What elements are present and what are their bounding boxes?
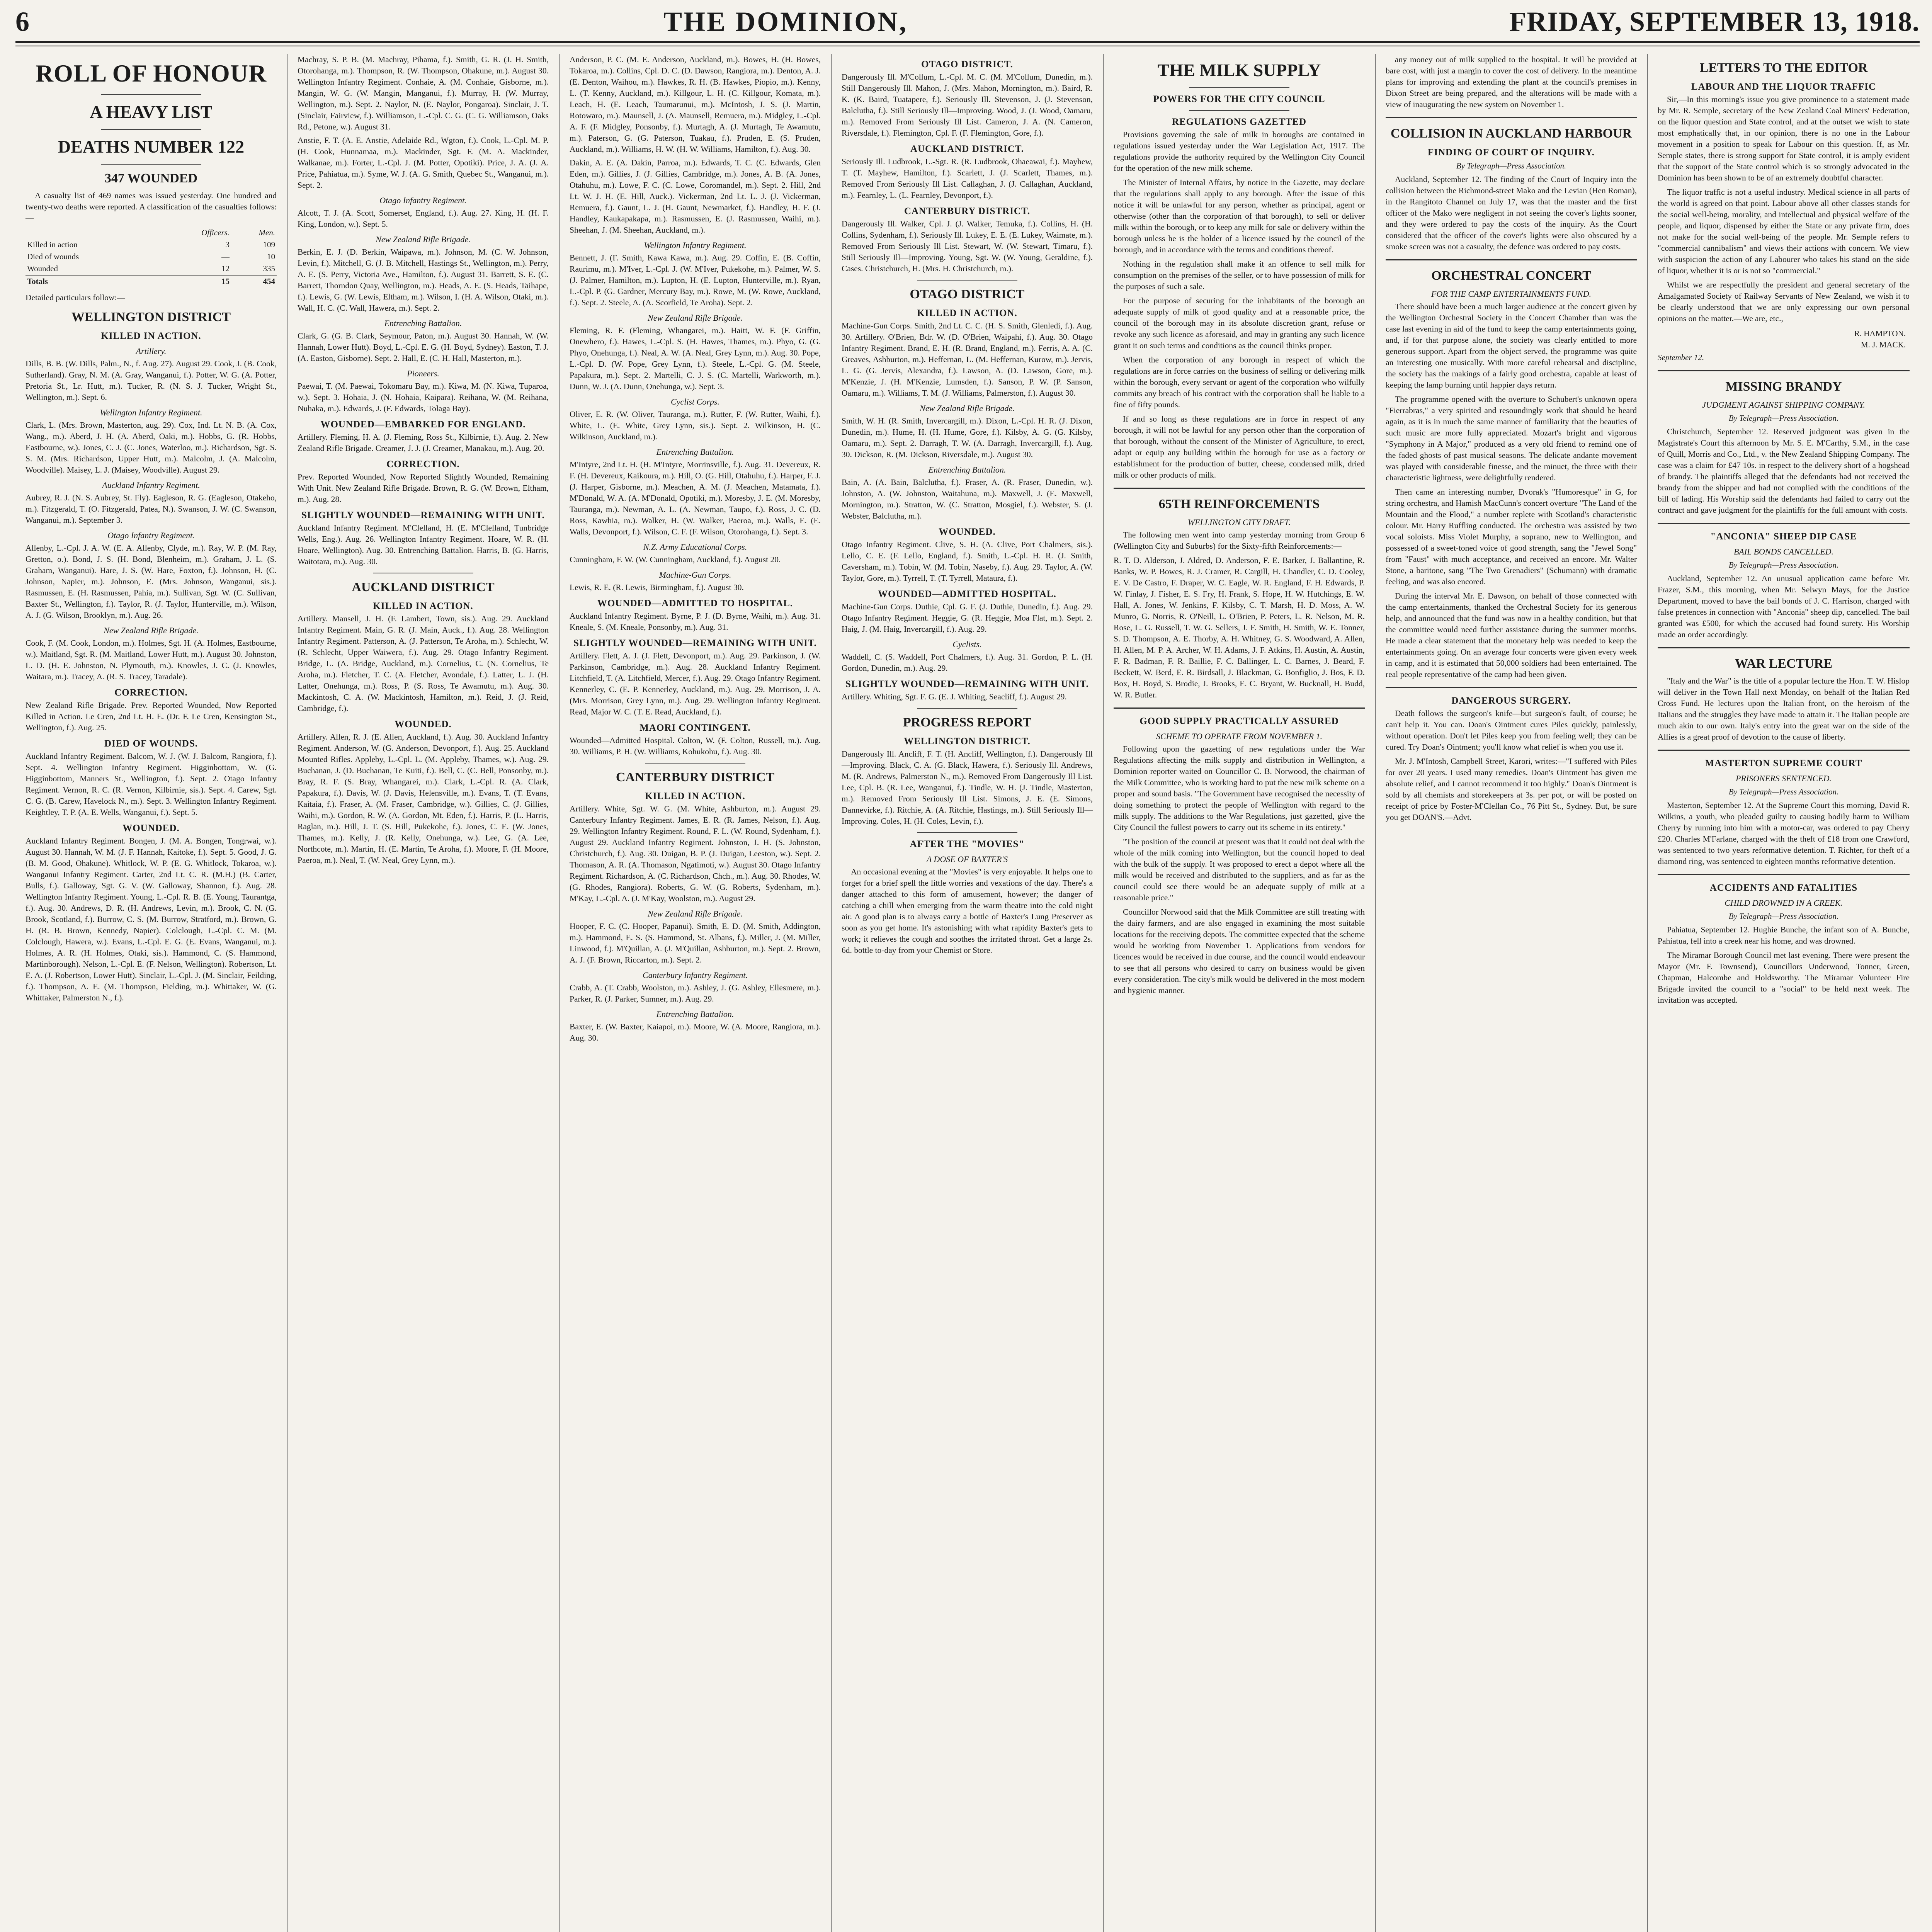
casualty-entries: M'Intyre, 2nd Lt. H. (H. M'Intyre, Morrinsville, f.). Aug. 31. Devereux, R. F. (H. Devereux, Kaikoura, m.). Hill, O. (G. Hill, Otahuhu, f.). Harper, F. J. (J. Harper, Gisborne, m.). Meachen, A. M. (J. Meachen, Matamata, f.). M'Donald, W. A. (A. M'Donald, Opotiki, m.). Moresby, J. E. (M. Moresby, Tauranga, m.). Newman, A. L. (A. Newman, Taupo, f.). Ross, J. C. (D. Ross, Kawhia, m.). Walker, H. (W. Walker, Paeroa, m.). Walls, E. (E. Walls, Devonport, f.). Wilson, C. F. (F. Wilson, Otorohanga, f.). Sept. 3. (570, 460, 821, 536)
article-paragraph: "The position of the council at present was that it could not deal with the whole of the milk coming into Wellington, but the council hoped to deal with the bulk of the supply. It was proposed to erect a depot where all the milk would be received and distributed to the suppliers, and as far as the council could see there would be an adequate supply of milk at a reasonable price." (1114, 837, 1365, 902)
article-paragraph: Auckland, September 12. The finding of the Court of Inquiry into the collision between the Richmond-street Mako and the Levian (Hen Roman), in the Rangitoto Channel on July 17, was that the master and the first officer of the Mako were negligent in not seeing the cover's lights sooner, and they were ordered to pay the costs of the inquiry. As the Court considered that the officer of the cover's lights were also obscured by a smoke screen was not a casualty, the defence was ordered to pay costs. (1386, 175, 1637, 251)
table-row-totals: Totals 15 454 (26, 275, 277, 287)
divider (1658, 523, 1910, 524)
casualty-entries: Artillery. Allen, R. J. (E. Allen, Auckland, f.). Aug. 30. Auckland Infantry Regiment. Anderson, W. (G. Anderson, Devonport, f.). Aug. 25. Auckland Mounted Rifles. Appleby, L.-Cpl. L. (M. Appleby, Thames, w.). Aug. 29. Buchanan, J. (D. Buchanan, Te Kuiti, f.). Bell, C. (C. Bell, Ponsonby, m.). Bray, R. F. (S. Bray, Whangarei, m.). Clark, L.-Cpl. R. (A. Clark, Papakura, f.). Davis, W. (J. Davis, Helensville, m.). Evans, T. (T. Evans, Kaitaia, f.). Fraser, A. (M. Fraser, Cambridge, w.). Gillies, C. (J. Gillies, Waihi, m.). Gordon, R. W. (A. Gordon, Mt. Eden, f.). Harris, P. (L. Harris, Raglan, m.). Hill, J. T. (S. Hill, Pukekohe, f.). Jones, C. E. (W. Jones, Thames, m.). Kelly, J. (R. Kelly, Onehunga, w.). Lee, G. (A. Lee, Northcote, m.). Martin, H. (E. Martin, Te Aroha, f.). Moore, F. (H. Moore, Paeroa, m.). Neal, T. (W. Neal, Grey Lynn, m.). (298, 732, 549, 865)
district-heading: AUCKLAND DISTRICT. (910, 144, 1024, 154)
unit-heading: Artillery. (136, 346, 167, 356)
section-heading: CORRECTION. (386, 459, 460, 469)
table-row: Killed in action 3 109 (27, 240, 275, 249)
casualty-entries: Hooper, F. C. (C. Hooper, Papanui). Smith, E. D. (M. Smith, Addington, m.). Hammond, E. S. (S. Hammond, St. Albans, f.). Miller, J. (M. Miller, Linwood, f.). M'Quillan, A. (J. M'Quillan, Ashburton, m.). Sept. 2. Brown, A. J. (F. Brown, Riccarton, m.). Sept. 2. (570, 922, 821, 964)
casualty-entries: Anstie, F. T. (A. E. Anstie, Adelaide Rd., Wgton, f.). Cook, L.-Cpl. M. P. (H. Cook, Hunnamaa, m.). Mackinder, Sgt. F. (M. A. Mackinder, Walkanae, m.). Forter, L.-Cpl. J. (M. Potter, Opotiki). Price, J. A. (J. A. Price, Pahiatua, m.). Syme, W. J. (A. G. Smith, Quebec St., Wanganui, m.). Sept. 2. (298, 136, 549, 190)
article-paragraph: For the purpose of securing for the inhabitants of the borough an adequate supply of milk of good quality and at a reasonable price, the council of the borough may in its absolute discretion grant, refuse or revoke any such licence as aforesaid, and may in granting any such licence grant it on such terms and conditions as the council thinks proper. (1114, 296, 1365, 350)
masthead (15, 4, 1920, 39)
column-7 (1648, 54, 1920, 1932)
article-paragraph: Whilst we are respectfully the president and general secretary of the Amalgamated Society of Railway Servants of New Zealand, we wish it to be clearly understood that we are only expressing our own personal opinions on the matter.—We are, etc., (1658, 280, 1910, 323)
article-paragraph: The Miramar Borough Council met last evening. There were present the Mayor (Mr. F. Townsend), Councillors Underwood, Tonner, Green, Chapman, Halcombe and Holdsworthy. The Miramar Volunteer Fire Brigade invited the council to a "social" to be held next week. The invitation was accepted. (1658, 951, 1910, 1005)
unit-heading: Entrenching Battalion. (656, 447, 734, 457)
article-paragraph: "Italy and the War" is the title of a popular lecture the Hon. T. W. Hislop will deliver in the Town Hall next Monday, on behalf of the Italian Red Cross Fund. He lectures upon the Italian front, on the heroism of the Italians and the struggles they have made to attain it. The Italian people are much akin to our own. Italy's entry into the great war on the side of the Allies is a great proof of devotion to the cause of liberty. (1658, 676, 1910, 742)
subheadline-deaths: DEATHS NUMBER 122 (58, 137, 245, 156)
details-line: Detailed particulars follow:— (26, 293, 125, 302)
casualty-entries: Oliver, E. R. (W. Oliver, Tauranga, m.). Rutter, F. (W. Rutter, Waihi, f.). White, L. (E. White, Grey Lynn, sis.). Sept. 2. Wilkinson, H. (C. Wilkinson, Auckland, m.). (570, 410, 821, 441)
divider (917, 280, 1017, 281)
section-heading: MAORI CONTINGENT. (639, 723, 751, 733)
page-number: 6 (15, 6, 30, 37)
subheadline: BAIL BONDS CANCELLED. (1733, 547, 1834, 556)
casualty-entries: Cook, F. (M. Cook, London, m.). Holmes, Sgt. H. (A. Holmes, Eastbourne, w.). Maitland, Sgt. R. (M. Maitland, Lower Hutt, m.). August 30. Johnston, L. D. (H. E. Johnston, N. Plymouth, m.). Knowles, J. C. (J. Knowles, Waitara, m.). Tracey, A. (R. S. Tracey, Taradale). (26, 638, 277, 681)
section-heading: SLIGHTLY WOUNDED—REMAINING WITH UNIT. (845, 679, 1089, 689)
unit-heading: Canterbury Infantry Regiment. (643, 970, 748, 980)
casualty-entries: Berkin, E. J. (D. Berkin, Waipawa, m.). Johnson, M. (C. W. Johnson, Levin, f.). Mitchell, G. (J. B. Mitchell, Hastings St., Wellington, m.). Perry, A. E. (S. Perry, Victoria Ave., Hamilton, f.). August 31. Barrett, S. E. (C. Barrett, Thorndon Quay, Wellington, m.). Heads, A. E. (S. Heads, Taihape, f.). Lewis, G. (W. Lewis, Eltham, m.). Wilson, I. (H. A. Wilson, Otaki, m.). Wall, H. C. (C. Wall, Hawera, m.). Sept. 2. (298, 247, 549, 313)
divider (1658, 647, 1910, 648)
advert-body: Death follows the surgeon's knife—but surgeon's fault, of course; he can't help it. You can. Doan's Ointment cures Piles quickly, painlessly, without operation. Don't let Piles keep you from feeling well; they can be cured. Try Doan's Ointment; you'll know what relief is when you use it. (1386, 709, 1637, 752)
byline: By Telegraph—Press Association. (1728, 912, 1839, 921)
district-heading: CANTERBURY DISTRICT. (904, 206, 1031, 216)
headline-war-lecture: WAR LECTURE (1735, 656, 1833, 671)
divider (1189, 110, 1289, 111)
unit-heading: Cyclist Corps. (671, 397, 719, 406)
casualty-intro: A casualty list of 469 names was issued yesterday. One hundred and twenty-two deaths were reported. A classification of the casualties follows:— (26, 191, 277, 223)
casualty-entries: Prev. Reported Wounded, Now Reported Slightly Wounded, Remaining With Unit. New Zealand Rifle Brigade. Brown, R. G. (W. Brown, Eltham, m.). Aug. 28. (298, 472, 549, 504)
divider (1386, 259, 1637, 260)
unit-heading: Entrenching Battalion. (384, 318, 462, 328)
unit-heading: Wellington Infantry Regiment. (100, 408, 202, 417)
casualty-entries: Lewis, R. E. (R. Lewis, Birmingham, f.). August 30. (570, 583, 744, 592)
district-heading: CANTERBURY DISTRICT (616, 770, 775, 784)
column-5 (1104, 54, 1376, 1932)
divider (101, 129, 201, 130)
casualty-entries: Alcott, T. J. (A. Scott, Somerset, England, f.). Aug. 27. King, H. (H. F. King, London, w.). Sept. 5. (298, 208, 549, 229)
subheadline: JUDGMENT AGAINST SHIPPING COMPANY. (1702, 400, 1865, 410)
column-2 (287, 54, 560, 1932)
district-heading: WELLINGTON DISTRICT (71, 310, 231, 324)
casualty-entries: Machray, S. P. B. (M. Machray, Pihama, f.). Smith, G. R. (J. H. Smith, Otorohanga, m.). Thompson, R. (W. Thompson, Ohakune, m.). August 30. Wellington Infantry Regiment. Conhaie, A. (M. Conhaie, Gisborne, m.). Mangin, W. G. (W. Mangin, Manganui, f.). Murray, H. (W. Murray, Wellington, m.). Sept. 2. Naylor, N. (E. Naylor, Pongaroa). Sinclair, J. T. (Sinclair, Fairview, f.). Williamson, L.-Cpl. C. G. (C. G. Williamson, Oaks Rd., Petone, w.). August 31. (298, 55, 549, 131)
article-paragraph: Sir,—In this morning's issue you give prominence to a statement made by Mr. R. Semple, secretary of the New Zealand Coal Miners' Federation, on the liquor question and State control, and at the outset we wish to state most emphatically that, in our opinion, there is no one in the Labour movement in a position to speak for Labour on this question. If, as Mr. Semple states, there is strong support for State control, it is amply evident that the support of the State control which is so strongly advocated in the Dominion has been shown to be of an extremely doubtful character. (1658, 95, 1910, 182)
headline-reinforcements: 65TH REINFORCEMENTS (1158, 497, 1320, 511)
unit-heading: New Zealand Rifle Brigade. (104, 626, 199, 635)
col-header-men: Men. (259, 228, 275, 237)
divider (1189, 87, 1289, 88)
casualty-entries: Clark, L. (Mrs. Brown, Masterton, aug. 29). Cox, Ind. Lt. N. B. (A. Cox, Wang., m.). Aberd, J. H. (A. Aberd, Oaki, m.). Hobbs, G. (R. Hobbs, Eastbourne, w.). Jones, C. J. (C. Jones, Waterloo, m.). Richardson, Sgt. S. S. M. (Mrs. Richardson, Upper Hutt, m.). Malcolm, J. (A. Malcolm, Woodville). Maisey, L. J. (Maisey, Woodville). August 29. (26, 420, 277, 474)
byline: By Telegraph—Press Association. (1728, 787, 1839, 796)
divider (1386, 687, 1637, 688)
newspaper-title: THE DOMINION, (663, 6, 908, 37)
headline-milk-supply: THE MILK SUPPLY (1157, 60, 1321, 80)
unit-heading: Pioneers. (407, 369, 439, 378)
article-paragraph: Masterton, September 12. At the Supreme Court this morning, David R. Wilkins, a youth, who pleaded guilty to causing bodily harm to William Cherry by running into him with a motor-car, was ordered to pay Cherry £20. Charles M'Farlane, charged with the theft of £18 from one Crawford, was sentenced to two years reformative detention. T. Richter, for theft of a diamond ring, was sentenced to eighteen months reformative detention. (1658, 801, 1910, 866)
article-columns (15, 54, 1920, 1932)
casualty-entries: Auckland Infantry Regiment. Bongen, J. (M. A. Bongen, Tongrwai, w.). August 30. Hannah, W. M. (J. F. Hannah, Kaitoke, f.). Sept. 5. Good, J. G. (B. M. Good, Ohakune). Whitlock, W. P. (E. G. Whitlock, Tokaroa, w.). Wanganui Infantry Regiment. Carter, 2nd Lt. C. R. (M.H.) (B. Carter, Bulls, f.). Galloway, Sgt. G. V. (W. Galloway, Shannon, f.). Aug. 28. Wellington Infantry Regiment. Young, L.-Cpl. R. B. (E. Young, Taurantga, f.). Aug. 30. Andrews, D. R. (H. Andrews, Levin, m.). Brook, C. N. (G. Brook, Scotland, f.). Burrow, C. S. (M. Burrow, Stratford, m.). Brown, G. H. (R. B. Brown, Kennedy, Napier). Colclough, L.-Cpl. C. M. (M. Colclough, Hawera, w.). Evans, L.-Cpl. E. G. (E. Evans, Wanganui, m.). Holmes, A. R. (H. Holmes, Otaki, sis.). Hammond, C. (S. Hammond, Martinborough). Nelson, L.-Cpl. E. (F. Nelson, Wellington). Robertson, Lt. E. A. (J. Robertson, Lower Hutt). Sinclair, L.-Cpl. J. (M. Sinclair, Feilding, f.). Thompson, A. E. (M. Thompson, Fielding, m.). Whittaker, W. (G. Whittaker, Palmerston N., f.). (26, 836, 277, 1002)
section-heading: WOUNDED—ADMITTED HOSPITAL. (878, 589, 1056, 599)
advert-headline: AFTER THE "MOVIES" (910, 839, 1025, 849)
unit-heading: New Zealand Rifle Brigade. (648, 909, 743, 918)
reinforcement-names: R. T. D. Alderson, J. Aldred, D. Anderson, F. E. Barker, J. Ballantine, R. Banks, W. P. Bowes, R. J. Cramer, R. Cargill, H. Chandler, C. D. Cooley, E. V. De Castro, F. Draper, W. C. Eagle, W. R. England, F. H. Edwards, P. W. Finlay, J. Fisher, E. S. Fry, H. Frank, S. Hope, H. W. Hutchings, E. W. Hall, A. Jones, W. Jenkins, F. Kilsby, C. T. Marsh, H. D. Moss, A. W. Munro, G. Norris, R. O'Neill, L. O'Brien, P. Peters, L. R. Nelson, M. R. Rose, L. G. Russell, T. W. G. Sellers, J. F. Smith, H. Smith, W. E. Tonner, S. D. Thompson, A. E. Thorby, A. H. Whitney, G. S. Woodward, A. Allen, H. Allen, M. P. A. Archer, W. H. Adams, J. F. Atkins, H. Austin, A. Austin, F. R. Badman, F. R. Baillie, F. C. Ballinger, L. C. Barnes, J. Beard, F. Beckett, W. Berd, E. R. Birdsall, J. Blackman, G. Bonfiglio, J. Bos, F. D. Box, H. Boyd, S. Brodie, J. Brooks, E. C. Bryant, W. Bucknall, H. Budd, W. R. Butler. (1114, 556, 1365, 699)
section-heading: KILLED IN ACTION. (373, 601, 473, 611)
unit-heading: Otago Infantry Regiment. (107, 531, 195, 540)
unit-heading: Cyclists. (952, 639, 982, 649)
article-paragraph: Auckland, September 12. An unusual application came before Mr. Frazer, S.M., this morning, when Mr. Selwyn Mays, for the Justice Department, moved to have the bail bonds of J. C. Harrison, charged with false pretences in connection with "Anconia" sheep dip, cancelled. The bail granted was £500, for which the accused had found surety. His Worship made an order accordingly. (1658, 574, 1910, 639)
subheadline: FINDING OF COURT OF INQUIRY. (1427, 147, 1595, 158)
casualty-entries: Auckland Infantry Regiment. Byrne, P. J. (D. Byrne, Waihi, m.). Aug. 31. Kneale, S. (M. Kneale, Ponsonby, m.). Aug. 31. (570, 611, 821, 632)
casualty-entries: New Zealand Rifle Brigade. Prev. Reported Wounded, Now Reported Killed in Action. Le Cren, 2nd Lt. H. E. (Dr. F. Le Cren, Kensington St., Wellington, f.). Aug. 25. (26, 701, 277, 732)
casualty-entries: Dills, B. B. (W. Dills, Palm., N., f. Aug. 27). August 29. Cook, J. (B. Cook, Sutherland). Gray, N. M. (A. Gray, Wanganui, f.). Potter, W. G. (A. Potter, Pretoria St., Lr. Hutt, m.). Tucker, R. (N. S. J. Tucker, Wright St., Wellington, m.). Sept. 6. (26, 359, 277, 402)
subheadline: PRISONERS SENTENCED. (1735, 774, 1832, 783)
unit-heading: New Zealand Rifle Brigade. (648, 313, 743, 323)
section-heading: CORRECTION. (114, 687, 188, 698)
byline: By Telegraph—Press Association. (1728, 413, 1839, 423)
article-paragraph: Christchurch, September 12. Reserved judgment was given in the Magistrate's Court this afternoon by Mr. S. E. M'Carthy, S.M., in the case of Quill, Morris and Co., Ltd., v. the New Zealand Shipping Company. The case was a claim for £47 10s. in respect to the delivery short of a hogshead of brandy. The plaintiffs alleged that the defendants had not received the brandy from the shipper and had not complied with the conditions of the bill of lading. His Worship said the defendants had failed to carry out the contract and gave judgment for the plaintiffs for the full amount with costs. (1658, 427, 1910, 515)
casualty-entries: Artillery. Whiting, Sgt. F. G. (E. J. Whiting, Seacliff, f.). August 29. (842, 692, 1067, 701)
casualty-entries: Artillery. Fleming, H. A. (J. Fleming, Ross St., Kilbirnie, f.). Aug. 2. New Zealand Rifle Brigade. Creamer, J. J. (J. Creamer, Manakau, m.). Aug. 20. (298, 432, 549, 453)
casualty-entries: Waddell, C. (S. Waddell, Port Chalmers, f.). Aug. 31. Gordon, P. L. (H. Gordon, Dunedin, m.). Aug. 29. (842, 652, 1093, 673)
article-paragraph: Nothing in the regulation shall make it an offence to sell milk for consumption on the premises of the seller, or to have possession of milk for the purposes of such a sale. (1114, 259, 1365, 291)
divider (645, 763, 745, 764)
headline-progress-report: PROGRESS REPORT (903, 715, 1032, 730)
article-paragraph: The Minister of Internal Affairs, by notice in the Gazette, may declare that the regulations shall apply to any borough. After the issue of this notice it will be unlawful for any person, whether as principal, agent or otherwise (other than the corporation of that borough), to sell or deliver milk within the borough, or to keep any milk for sale or delivery within the borough unless he is the holder of a licence issued by the council of the borough, and in accordance with the terms and conditions thereof. (1114, 178, 1365, 254)
article-paragraph: Provisions governing the sale of milk in boroughs are contained in regulations issued yesterday under the War Legislation Act, 1917. The regulations provide the authority required by the Wellington City Council for the operation of the new milk scheme. (1114, 130, 1365, 173)
unit-heading: N.Z. Army Educational Corps. (643, 542, 747, 552)
casualty-entries: Fleming, R. F. (Fleming, Whangarei, m.). Haitt, W. F. (F. Griffin, Onewhero, f.). Hawes, L.-Cpl. S. (H. Hawes, Thames, m.). Phyo, G. (G. Phyo, Onehunga, f.). Neal, A. W. (A. Neal, Grey Lynn, m.). Aug. 30. Pope, L.-Cpl. D. (W. Pope, Grey Lynn, f.). Steele, L.-Cpl. G. (M. Steele, Papakura, m.). Sept. 2. Martelli, C. J. S. (C. Martelli, Warkworth, m.). Dunn, W. J. (A. Dunn, Onehunga, w.). Sept. 3. (570, 326, 821, 391)
district-heading: AUCKLAND DISTRICT (352, 580, 495, 594)
subheadline: FOR THE CAMP ENTERTAINMENTS FUND. (1431, 289, 1592, 299)
advert-headline: DANGEROUS SURGERY. (1451, 696, 1571, 706)
casualty-entries: Artillery. White, Sgt. W. G. (M. White, Ashburton, m.). August 29. Canterbury Infantry Regiment. James, E. R. (R. James, Nelson, f.). Aug. 29. Wellington Infantry Regiment. Round, F. L. (W. Round, Sydenham, f.). August 29. Auckland Infantry Regiment. Johnston, J. H. (S. Johnston, Christchurch, f.). Aug. 30. Duigan, B. P. (J. Duigan, Leeston, w.). Sept. 2. Thomason, A. R. (A. Thomason, Ngatimoti, w.). August 30. Otago Infantry Regiment. Richardson, A. (C. Richardson, Chch., m.). Aug. 30. Rhodes, W. (G. Rhodes, Rangiora). Roberts, G. W. (G. Roberts, Sydenham, m.). M'Kay, L.-Cpl. A. (J. M'Kay, Woolston, m.). August 29. (570, 804, 821, 903)
subheadline: CHILD DROWNED IN A CREEK. (1725, 898, 1843, 908)
column-6 (1376, 54, 1648, 1932)
casualty-entries: Seriously Ill. Ludbrook, L.-Sgt. R. (R. Ludbrook, Ohaeawai, f.). Mayhew, T. (T. Mayhew, Hamilton, f.). Scarlett, J. (J. Scarlett, Thames, m.). Removed From Seriously Ill List. Callaghan, J. (J. Callaghan, Auckland, m.). Fearnley, L. (L. Fearnley, Devonport, f.). (842, 157, 1093, 200)
column-3 (560, 54, 832, 1932)
article-paragraph: Then came an interesting number, Dvorak's "Humoresque" in G, for string orchestra, and Hamish MacCunn's concert overture "The Land of the Mountain and the Flood," a number replete with Scotland's characteristic colour. Mr. Harry Ruffling conducted. The orchestra was assisted by two vocal soloists. Miss Violet Murphy, a soprano, new to Wellington, and possessed of a sweet-toned voice of good strength, sang the "Jewel Song" from "Faust" with much acceptance, and received an encore. Mr. Walter Stone, a baritone, sang "The Two Grenadiers" (Schumann) with dramatic feeling, and was also encored. (1386, 487, 1637, 586)
casualty-entries: Dangerously Ill. Ancliff, F. T. (H. Ancliff, Wellington, f.). Dangerously Ill—Improving. Black, C. A. (G. Black, Hawera, f.). Seriously Ill. Andrews, M. (R. Andrews, Palmerston N., m.). Removed From Dangerously Ill List. Lee, Cpl. B. (R. Lee, Wanganui, f.). Tindle, W. H. (J. Tindle, Masterton, m.). Removed From Seriously Ill List. Simons, J. E. (E. Simons, Dannevirke, f.). Ritchie, A. (A. Ritchie, Hastings, m.). Still Seriously Ill—Improving. Coles, H. (H. Coles, Levin, f.). (842, 749, 1093, 826)
letter-date: September 12. (1658, 353, 1704, 362)
casualty-entries: Smith, W. H. (R. Smith, Invercargill, m.). Dixon, L.-Cpl. H. R. (J. Dixon, Dunedin, m.). Hume, H. (H. Hume, Gore, f.). Kilsby, A. G. (G. Kilsby, Oamaru, m.). Sept. 2. Darragh, T. W. (A. Darragh, Invercargill, f.). Aug. 30. Dickson, R. (M. Dickson, Riversdale, m.). August 30. (842, 416, 1093, 459)
headline-good-supply: GOOD SUPPLY PRACTICALLY ASSURED (1139, 716, 1339, 726)
article-paragraph: Councillor Norwood said that the Milk Committee are still treating with the dairy farmers, and are also engaged in examining the most suitable locations for the receiving depots. The committee expected that the scheme would be working from November 1. Applications from vendors for licences would be received in due course, and the council would endeavour to see that all persons who desired to carry on business would be given every consideration. The city's milk would be delivered in the most modern and hygienic manner. (1114, 907, 1365, 995)
section-heading: SLIGHTLY WOUNDED—REMAINING WITH UNIT. (573, 638, 817, 648)
subheadline: WELLINGTON CITY DRAFT. (1187, 517, 1291, 527)
advert-body: Mr. J. M'Intosh, Campbell Street, Karori, writes:—"I suffered with Piles for over 20 years. I used many remedies. Doan's Ointment has given me absolute relief, and I cannot recommend it too highly." Doan's Ointment is sold by all chemists and storekeepers at 3s. per pot, or will be posted on receipt of price by Foster-M'Clellan Co., 76 Pitt St., Sydney. But, be sure you get DOAN'S.—Advt. (1386, 757, 1637, 822)
casualty-entries: Wounded—Admitted Hospital. Colton, W. (F. Colton, Russell, m.). Aug. 30. Williams, P. H. (W. Williams, Kohukohu, f.). Aug. 30. (570, 736, 821, 756)
section-heading: SLIGHTLY WOUNDED—REMAINING WITH UNIT. (301, 510, 545, 520)
section-heading: DIED OF WOUNDS. (104, 738, 198, 749)
article-paragraph: Following upon the gazetting of new regulations under the War Regulations affecting the milk supply and distribution in Wellington, a Dominion reporter waited on Councillor C. B. Norwood, the chairman of the Milk Committee, who is working hard to put the new milk scheme on a proper and sound basis. "The Government have recognised the necessity of doing something to protect the people of Wellington with regard to the milk supply. The additions to the War Regulations, just gazetted, give the City Council the fullest powers to carry out its scheme in its entirety." (1114, 744, 1365, 832)
casualty-entries: Paewai, T. (M. Paewai, Tokomaru Bay, m.). Kiwa, M. (N. Kiwa, Tuparoa, w.). Sept. 3. Hohaia, J. (N. Hohaia, Kaipara). Reihana, W. (M. Reihana, Nuhaka, m.). Edwards, J. (F. Edwards, Tolaga Bay). (298, 381, 549, 413)
table-row: Wounded 12 335 (27, 264, 275, 273)
article-paragraph: When the corporation of any borough in respect of which the regulations are in force carries on the business of selling or delivering milk within the borough, every servant or agent of the corporation who wilfully commits any breach of his contract with the corporation shall be liable to a fine of fifty pounds. (1114, 355, 1365, 409)
table-row: Died of wounds — 10 (27, 252, 275, 261)
headline-roll-of-honour: ROLL OF HONOUR (35, 60, 267, 87)
casualty-summary-table (26, 227, 277, 287)
divider (1658, 750, 1910, 751)
casualty-entries: Allenby, L.-Cpl. J. A. W. (E. A. Allenby, Clyde, m.). Ray, W. P. (M. Ray, Gretton, o.). Bond, J. S. (H. Bond, Blenheim, m.). Graham, J. L. (S. Graham, Wanganui). Hare, J. S. (W. Hare, Foxton, f.). Johnson, H. (C. Johnson, Napier, m.). Johnson, E. (Mrs. Johnson, Wanganui, sis.). Rasmussen, E. (H. Rasmussen, Pahia, m.). Sullivan, Sgt. W. (C. Sullivan, Baxter St., Wellington, f.). Taylor, R. (J. Taylor, Hunterville, m.). Wilson, A. J. (G. Wilson, Brooklyn, m.). Aug. 26. (26, 543, 277, 620)
subheadline: LABOUR AND THE LIQUOR TRAFFIC (1691, 82, 1876, 92)
byline: By Telegraph—Press Association. (1456, 161, 1566, 170)
unit-heading: Wellington Infantry Regiment. (644, 240, 747, 250)
casualty-entries: Auckland Infantry Regiment. M'Clelland, H. (E. M'Clelland, Tunbridge Wells, Eng.). Aug. 26. Wellington Infantry Regiment. Hoare, W. R. (H. Hoare, Wellington). Aug. 30. Entrenching Battalion. Harris, B. (G. Harris, Waitotara, m.). Aug. 30. (298, 523, 549, 566)
unit-heading: New Zealand Rifle Brigade. (376, 235, 471, 244)
casualty-entries: Auckland Infantry Regiment. Balcom, W. J. (W. J. Balcom, Rangiora, f.). Sept. 4. Wellington Infantry Regiment. Higginbottom, W. (G. Higginbottom, Manners St., Wellington, f.). Sept. 2. Otago Infantry Regiment. Vernon, R. C. (R. Vernon, Kilbirnie, sis.). Sept. 4. Carew, Sgt. C. G. (B. Carew, Havelock N., m.). Sept. 3. Wellington Infantry Regiment. Keightley, T. P. (A. E. Wells, Wanganui, f.). Sept. 5. (26, 752, 277, 817)
casualty-entries: Anderson, P. C. (M. E. Anderson, Auckland, m.). Bowes, H. (H. Bowes, Tokaroa, m.). Collins, Cpl. D. C. (D. Dawson, Rangiora, m.). Denton, A. J. (E. Denton, Waihou, m.). Hawkes, R. H. (B. Hawkes, Piopio, m.). Kenny, L. (T. Kenny, Auckland, m.). Killgour, L. H. (C. Killgour, Komata, m.). Leach, H. (E. Leach, Taumarunui, m.). McIntosh, J. S. (J. Martin, Rotowaro, m.). Maunsell, J. (A. Maunsell, Remuera, m.). Midgley, L.-Cpl. A. F. (F. Midgley, Ponsonby, f.). Murtagh, A. (J. Murtagh, Te Awamutu, m.). Paterson, G. (G. Paterson, Tuakau, f.). Pruden, E. (S. Pruden, Auckland, m.). Williams, H. W. (H. W. Williams, Hamilton, f.). Aug. 30. (570, 55, 821, 154)
unit-heading: Auckland Infantry Regiment. (102, 480, 200, 490)
casualty-entries: Machine-Gun Corps. Smith, 2nd Lt. C. C. (H. S. Smith, Glenledi, f.). Aug. 30. Artillery. O'Brien, Bdr. W. (D. O'Brien, Waipahi, f.). Aug. 30. Otago Infantry Regiment. Brand, E. H. (R. Brand, England, m.). Ferris, A. A. (C. Greaves, Ashburton, m.). Heffernan, L. (M. Heffernan, Kurow, m.). Jervis, L. G. (G. Jervis, Alexandra, f.). Lawson, A. (D. Lawson, Gore, m.). M'Kenzie, J. (H. M'Kenzie, Lumsden, f.). Sanson, P. W. (P. Sanson, Oamaru, m.). Williams, T. M. (J. Williams, Palmerston, f.). August 30. (842, 321, 1093, 398)
casualty-entries: Dangerously Ill. M'Collum, L.-Cpl. M. C. (M. M'Collum, Dunedin, m.). Still Dangerously Ill. Mahon, J. (Mrs. Mahon, Mornington, m.). Baird, R. K. (K. Baird, Tuatapere, f.). Seriously Ill. Stevenson, J. (J. Stevenson, Balclutha, f.). Still Seriously Ill—Improving. Wood, J. (J. Wood, Oamaru, m.). Removed From Seriously Ill List. Cameron, J. A. (N. Cameron, Riversdale, f.). Flemington, Cpl. F. (F. Flemington, Gore, f.). (842, 72, 1093, 138)
section-heading: WOUNDED—EMBARKED FOR ENGLAND. (320, 419, 526, 430)
headline-missing-brandy: MISSING BRANDY (1725, 379, 1842, 394)
casualty-entries: Clark, G. (G. B. Clark, Seymour, Paton, m.). August 30. Hannah, W. (W. Hannah, Lower Hutt). Boyd, L.-Cpl. E. G. (H. Boyd, Sydney). Easton, T. J. (A. Easton, Gisborne). Sept. 2. Hall, E. (C. H. Hall, Masterton, m.). (298, 331, 549, 363)
divider (1658, 874, 1910, 875)
divider (101, 94, 201, 95)
unit-heading: Otago Infantry Regiment. (379, 196, 467, 205)
unit-heading: Entrenching Battalion. (928, 465, 1006, 474)
subheadline: REGULATIONS GAZETTED (1172, 117, 1307, 127)
section-heading: WOUNDED. (939, 527, 996, 537)
signature: R. HAMPTON. (1854, 329, 1906, 338)
section-heading: WOUNDED—ADMITTED TO HOSPITAL. (597, 598, 793, 609)
subheadline-wounded: 347 WOUNDED (104, 171, 198, 185)
casualty-entries: Otago Infantry Regiment. Clive, S. H. (A. Clive, Port Chalmers, sis.). Lello, C. E. (F. Lello, England, f.). Smith, L.-Cpl. H. R. (J. Smith, Caversham, m.). Tobin, W. (M. Tobin, Naseby, f.). Aug. 29. Taylor, A. (W. Taylor, Gore, m.). Tyrrell, T. (T. Tyrrell, Mataura, f.). (842, 540, 1093, 583)
section-heading: KILLED IN ACTION. (101, 331, 201, 341)
casualty-entries: Dangerously Ill. Walker, Cpl. J. (J. Walker, Temuka, f.). Collins, H. (H. Collins, Sydenham, f.). Seriously Ill. Lukey, E. E. (E. Lukey, Waimate, m.). Removed From Seriously Ill List. Stewart, W. (W. Stewart, Timaru, f.). Still Seriously Ill—Improving. Young, Sgt. W. (W. Young, Geraldine, f.). Cases. Christchurch, H. (Mrs. H. Christchurch, m.). (842, 219, 1093, 273)
headline-accidents: ACCIDENTS AND FATALITIES (1709, 883, 1858, 893)
casualty-entries: Aubrey, R. J. (N. S. Aubrey, St. Fly). Eagleson, R. G. (Eagleson, Otakeho, m.). Fitzgerald, T. (O. Fitzgerald, Patea, N.). Swanson, J. W. (C. Swanson, Wanganui, m.). September 3. (26, 493, 277, 525)
article-paragraph: There should have been a much larger audience at the concert given by the Wellington Orchestral Society in the Concert Chamber than was the case last evening in aid of the fund to keep the camp entertainments going, and, if for that purpose alone, the society was clearly entitled to more generous support. Apart from the object served, the programme was quite an interesting one musically. With more careful rehearsal and discipline, the society has the makings of a fairly good orchestra, capable at least of keeping the lamp burning until happier days return. (1386, 302, 1637, 389)
district-heading: OTAGO DISTRICT (910, 287, 1025, 301)
casualty-entries: Machine-Gun Corps. Duthie, Cpl. G. F. (J. Duthie, Dunedin, f.). Aug. 29. Otago Infantry Regiment. Heggie, G. (R. Heggie, Moa Flat, m.). Sept. 2. Haig, J. (M. Haig, Invercargill, f.). Aug. 29. (842, 602, 1093, 634)
headline-collision: COLLISION IN AUCKLAND HARBOUR (1390, 126, 1632, 141)
headline-letters: LETTERS TO THE EDITOR (1699, 61, 1868, 75)
headline-anconia: "ANCONIA" SHEEP DIP CASE (1710, 531, 1857, 542)
article-paragraph: The following men went into camp yesterday morning from Group 6 (Wellington City and Suburbs) for the Sixty-fifth Reinforcements:— (1114, 530, 1365, 551)
divider (1386, 117, 1637, 118)
divider (917, 708, 1017, 709)
byline: By Telegraph—Press Association. (1728, 560, 1839, 570)
section-heading: WOUNDED. (122, 823, 180, 833)
article-paragraph: The programme opened with the overture to Schubert's unknown opera "Fierrabras," a very spirited and resoundingly work that should be heard again, as it is in much the same manner of familiarity that the beauties of such music are more fully appreciated. Mozart's bright and vigorous "Symphony in A Major," produced as a very old friend to remind one of the faded ghosts of past musical seasons. The delicate andante movement was played with considerable finesse, and the minuet, the three with their characteristic lightness, were delightfully rendered. (1386, 395, 1637, 482)
casualty-entries: Baxter, E. (W. Baxter, Kaiapoi, m.). Moore, W. (A. Moore, Rangiora, m.). Aug. 30. (570, 1022, 821, 1043)
advert-subheadline: A DOSE OF BAXTER'S (926, 854, 1008, 864)
district-heading: OTAGO DISTRICT. (921, 59, 1013, 70)
divider (1658, 370, 1910, 371)
subheadline-heavy-list: A HEAVY LIST (90, 102, 213, 122)
issue-date: FRIDAY, SEPTEMBER 13, 1918. (1509, 6, 1920, 37)
headline-orchestral-concert: ORCHESTRAL CONCERT (1431, 269, 1591, 283)
unit-heading: Entrenching Battalion. (656, 1009, 734, 1019)
divider (1114, 707, 1365, 709)
article-paragraph: During the interval Mr. E. Dawson, on behalf of those connected with the camp entertainments, thanked the Orchestral Society for its generous help, and announced that the fund was now in a healthy condition, but that the committee would need further assistance during the summer months. He made a clear statement that the monetary help was needed to keep the entertainments going. On an average four concerts were given every week in camp, and it is estimated that 50,000 soldiers had been entertained. The real people representative of the camp had been given. (1386, 591, 1637, 679)
casualty-entries: Dakin, A. E. (A. Dakin, Parroa, m.). Edwards, T. C. (C. Edwards, Glen Eden, m.). Gillies, J. (J. Gillies, Cambridge, m.). Jones, A. B. (A. Jones, Otahuhu, m.). Lowe, F. C. (C. Lowe, Coromandel, m.). Sept. 2. Hill, 2nd Lt. W. J. H. (E. Hill, Auck.). Vickerman, 2nd Lt. L. J. (J. Vickerman, Remuera, f.). Gaunt, L. J. (H. Gaunt, Newmarket, f.). Handley, H. F. (J. Handley, Kaukapakapa, m.). Rasmussen, E. (J. Rasmussen, Waihi, m.). Sheehan, J. (M. Sheehan, Auckland, m.). (570, 158, 821, 235)
unit-heading: Machine-Gun Corps. (659, 570, 731, 580)
col-header-officers: Officers. (201, 228, 230, 237)
signature: M. J. MACK. (1861, 340, 1906, 349)
column-4 (832, 54, 1104, 1932)
masthead-rule (15, 41, 1920, 43)
divider (1114, 488, 1365, 489)
casualty-entries: Bennett, J. (F. Smith, Kawa Kawa, m.). Aug. 29. Coffin, E. (B. Coffin, Raurimu, m.). M'Iver, L.-Cpl. J. (W. M'Iver, Pukekohe, m.). Palmer, W. S. (J. Palmer, Hamilton, m.). Lupton, H. (E. Lupton, Hunterville, m.). Ryan, L.-Cpl. P. (G. Gardner, Mercury Bay, m.). Rowe, M. (W. Rowe, Auckland, f.). Sept. 2. Steele, A. (A. Scorfield, Te Aroha). Sept. 2. (570, 253, 821, 307)
headline-supreme-court: MASTERTON SUPREME COURT (1705, 758, 1862, 769)
casualty-entries: Bain, A. (A. Bain, Balclutha, f.). Fraser, A. (R. Fraser, Dunedin, w.). Johnston, A. (W. Johnston, Waitahuna, m.). Maxwell, J. (E. Maxwell, Mornington, m.). Stratton, W. (C. Stratton, Mosgiel, f.). Webster, S. (J. Webster, Balclutha, m.). (842, 478, 1093, 520)
casualty-entries: Crabb, A. (T. Crabb, Woolston, m.). Ashley, J. (G. Ashley, Ellesmere, m.). Parker, R. (J. Parker, Sumner, m.). Aug. 29. (570, 983, 821, 1003)
subheadline: SCHEME TO OPERATE FROM NOVEMBER 1. (1156, 731, 1323, 741)
casualty-entries: Artillery. Mansell, J. H. (F. Lambert, Town, sis.). Aug. 29. Auckland Infantry Regiment. Main, G. R. (J. Main, Auck., f.). Aug. 28. Wellington Infantry Regiment. Patterson, A. (J. Patterson, Te Aroha, m.). Schlecht, W. (R. Schlecht, Upper Waiwera, f.). Aug. 29. Otago Infantry Regiment. Bridge, L. (A. Bridge, Auckland, m.). Cornelius, C. (N. Cornelius, Te Aroha, m.). Fletcher, T. C. (A. Fletcher, Avondale, f.). Latter, L. J. (H. Latter, Onehunga, m.). Ross, P. (S. Ross, Te Awamutu, m.). Aug. 30. Mackintosh, C. A. (W. Mackintosh, Hamilton, m.). Reid, J. (J. Reid, Cambridge, f.). (298, 614, 549, 713)
article-paragraph: Pahiatua, September 12. Hughie Bunche, the infant son of A. Bunche, Pahiatua, fell into a creek near his home, and was drowned. (1658, 925, 1910, 946)
article-paragraph: any money out of milk supplied to the hospital. It will be provided at bare cost, with just a margin to cover the cost of delivery. In the meantime plans for improving and extending the plant at the council's premises in Dixon Street are being prepared, and the alterations will be made with a view of inaugurating the new system on November 1. (1386, 55, 1637, 109)
article-paragraph: If and so long as these regulations are in force in respect of any borough, it will not be lawful for any person other than the corporation of that borough, without the consent of the Minister of Agriculture, to erect, adapt or equip any building within the borough for use as a factory or establishment for the production of butter, cheese, condensed milk, dried milk or other products of milk. (1114, 414, 1365, 480)
section-heading: WOUNDED. (395, 719, 452, 730)
divider (917, 832, 1017, 833)
casualty-entries: Cunningham, F. W. (W. Cunningham, Auckland, f.). August 20. (570, 555, 781, 564)
column-1 (15, 54, 287, 1932)
district-heading: WELLINGTON DISTRICT. (904, 736, 1031, 747)
casualty-entries: Artillery. Flett, A. J. (J. Flett, Devonport, m.). Aug. 29. Parkinson, J. (W. Parkinson, Cambridge, m.). Aug. 28. Auckland Infantry Regiment. Litchfield, T. (A. Litchfield, Mercer, f.). Aug. 29. Otago Infantry Regiment. Kennerley, C. (E. P. Kennerley, Auckland, m.). Aug. 29. Morrison, J. A. (Mrs. Morrison, Grey Lynn, m.). Aug. 29. Wellington Infantry Regiment. Read, Major W. C. (T. E. Read, Auckland, f.). (570, 651, 821, 716)
advert-body: An occasional evening at the "Movies" is very enjoyable. It helps one to forget for a brief spell the little worries and vexations of the day. There's a danger attached to this form of amusement, however; the danger of catching a chill when emerging from the warm theatre into the cold night air. A good plan is to always carry a bottle of Baxter's Lung Preserver as soon as you get home. It's astonishing with what rapidity Baxter's gets to work; it relieves the cough and soothes the irritated throat. Get a large 2s. 6d. bottle to-day from your Chemist or Store. (842, 867, 1093, 955)
subheadline: POWERS FOR THE CITY COUNCIL (1153, 94, 1325, 104)
section-heading: KILLED IN ACTION. (917, 308, 1017, 318)
section-heading: KILLED IN ACTION. (645, 791, 745, 801)
article-paragraph: The liquor traffic is not a useful industry. Medical science in all parts of the world is agreed on that point. Labour above all other classes stands for the social well-being, morality, and intellectual and physical welfare of the people, and liquor, dispensed by either the State or any private firm, does not make for the social well-being of the people. Mr. Semple refers to "commercial cannibalism" and views their actions with concern. We view with suspicion the action of any Labourer who takes his stand on the side of liquor, whether it is or is not so "commercial." (1658, 187, 1910, 275)
divider (101, 164, 201, 165)
unit-heading: New Zealand Rifle Brigade. (920, 403, 1015, 413)
